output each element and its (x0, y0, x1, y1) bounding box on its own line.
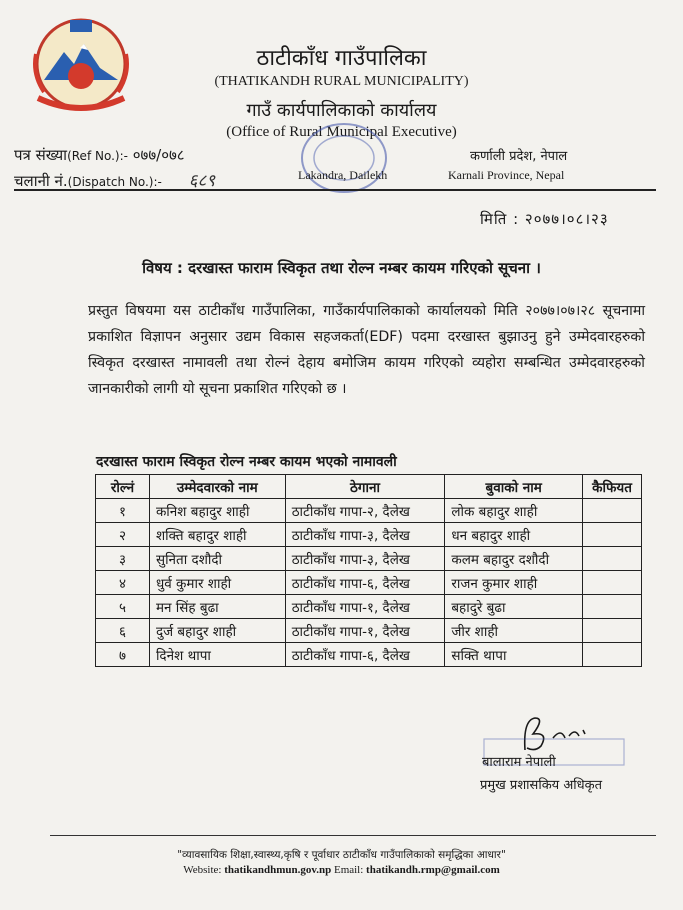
footer-motto: "व्यावसायिक शिक्षा,स्वास्थ्य,कृषि र पूर्वाधार ठाटीकाँध गाउँपालिकाको समृद्धिका आधार" (177, 849, 506, 861)
office-name-en: (THATIKANDH RURAL MUNICIPALITY) (214, 74, 469, 89)
address-cell: ठाटीकाँध गापा-६, दैलेख (285, 571, 445, 595)
address-cell: ठाटीकाँध गापा-१, दैलेख (285, 619, 445, 643)
col-header-father: बुवाको नाम (445, 475, 583, 499)
dispatch-label-en: (Dispatch No.):- (67, 175, 162, 189)
dispatch-label-np: चलानी नं. (14, 172, 68, 190)
name-cell: दिनेश थापा (149, 643, 285, 667)
table-row (96, 547, 642, 571)
roll-cell: १ (96, 499, 150, 523)
website-link[interactable]: thatikandhmun.gov.np (224, 864, 332, 876)
date-value: २०७७।०८।२३ (524, 210, 609, 228)
table-row (96, 523, 642, 547)
footer-contact (0, 864, 683, 876)
province-np: कर्णाली प्रदेश, नेपाल (470, 149, 568, 164)
remarks-cell (583, 547, 642, 571)
father-cell: जीर शाही (445, 619, 583, 643)
table-row (96, 571, 642, 595)
province-en: Karnali Province, Nepal (448, 168, 565, 182)
table-header-row (96, 475, 642, 499)
date-label: मिति (480, 210, 508, 228)
address-cell: ठाटीकाँध गापा-१, दैलेख (285, 595, 445, 619)
executive-office-np: गाउँ कार्यपालिकाको कार्यालय (246, 100, 437, 121)
name-cell: मन सिंह बुढा (149, 595, 285, 619)
father-cell: बहादुरे बुढा (445, 595, 583, 619)
father-cell: लोक बहादुर शाही (445, 499, 583, 523)
footer-divider (50, 835, 656, 836)
name-cell: शक्ति बहादुर शाही (149, 523, 285, 547)
ref-label-en: (Ref No.):- (67, 149, 128, 163)
name-cell: सुनिता दशौदी (149, 547, 285, 571)
roll-cell: २ (96, 523, 150, 547)
roll-cell: ७ (96, 643, 150, 667)
ref-label-np: पत्र संख्या (14, 146, 68, 164)
dispatch-value: ६८९ (188, 171, 216, 191)
col-header-roll: रोल्नं (96, 475, 150, 499)
remarks-cell (583, 499, 642, 523)
email-label: Email: (333, 864, 364, 876)
dispatch-number (14, 168, 215, 191)
letter-subject: विषय : दरखास्त फाराम स्विकृत तथा रोल्न नम्बर कायम गरिएको सूचना । (142, 259, 541, 277)
remarks-cell (583, 619, 642, 643)
name-cell: दुर्ज बहादुर शाही (149, 619, 285, 643)
col-header-name: उम्मेदवारको नाम (149, 475, 285, 499)
address-cell: ठाटीकाँध गापा-२, दैलेख (285, 499, 445, 523)
roll-cell: ४ (96, 571, 150, 595)
table-row (96, 619, 642, 643)
reference-number (14, 145, 185, 165)
address-cell: ठाटीकाँध गापा-६, दैलेख (285, 643, 445, 667)
table-caption: दरखास्त फाराम स्विकृत रोल्न नम्बर कायम भएको नामावली (96, 454, 397, 470)
father-cell: धन बहादुर शाही (445, 523, 583, 547)
office-name-np: ठाटीकाँध गाउँपालिका (256, 46, 427, 71)
header-divider (14, 189, 656, 191)
address-cell: ठाटीकाँध गापा-३, दैलेख (285, 523, 445, 547)
name-cell: धुर्व कुमार शाही (149, 571, 285, 595)
name-cell: कनिश बहादुर शाही (149, 499, 285, 523)
office-seal-stamp (292, 118, 392, 198)
table-row (96, 643, 642, 667)
address-cell: ठाटीकाँध गापा-३, दैलेख (285, 547, 445, 571)
signatory-title: प्रमुख प्रशासकिय अधिकृत (480, 778, 603, 793)
roll-cell: ५ (96, 595, 150, 619)
father-cell: सक्ति थापा (445, 643, 583, 667)
website-label: Website: (183, 864, 222, 876)
table-row (96, 499, 642, 523)
ref-value: ०७७/०७८ (132, 146, 185, 164)
remarks-cell (583, 523, 642, 547)
office-address: Lakandra, Dailekh (298, 168, 388, 182)
roll-cell: ३ (96, 547, 150, 571)
col-header-remarks: कैफियत (583, 475, 642, 499)
col-header-address: ठेगाना (285, 475, 445, 499)
father-cell: कलम बहादुर दशौदी (445, 547, 583, 571)
signatory-name: बालाराम नेपाली (482, 755, 556, 770)
candidate-table (95, 474, 642, 667)
remarks-cell (583, 571, 642, 595)
remarks-cell (583, 643, 642, 667)
father-cell: राजन कुमार शाही (445, 571, 583, 595)
table-row (96, 595, 642, 619)
letter-body: प्रस्तुत विषयमा यस ठाटीकाँध गाउँपालिका, गाउँकार्यपालिकाको कार्यालयको मिति २०७७।०७।२८ सूचनामा प्रकाशित विज्ञापन अनुसार उद्यम विकास सहजकर्ता(EDF) पदमा दरखास्त बुझाउनु हुने उम्मेदवारहरुको स्विकृत दरखास्त नामावली तथा रोल्नं देहाय बमोजिम कायम गरिएको व्यहोरा सम्बन्धित उम्मेदवारहरुको जानकारीको लागी यो सूचना प्रकाशित गरिएको छ । (88, 303, 645, 397)
executive-office-en: (Office of Rural Municipal Executive) (226, 124, 457, 140)
email-link[interactable]: thatikandh.rmp@gmail.com (366, 864, 500, 876)
letter-date: मिति : २०७७।०८।२३ (480, 210, 609, 228)
roll-cell: ६ (96, 619, 150, 643)
remarks-cell (583, 595, 642, 619)
